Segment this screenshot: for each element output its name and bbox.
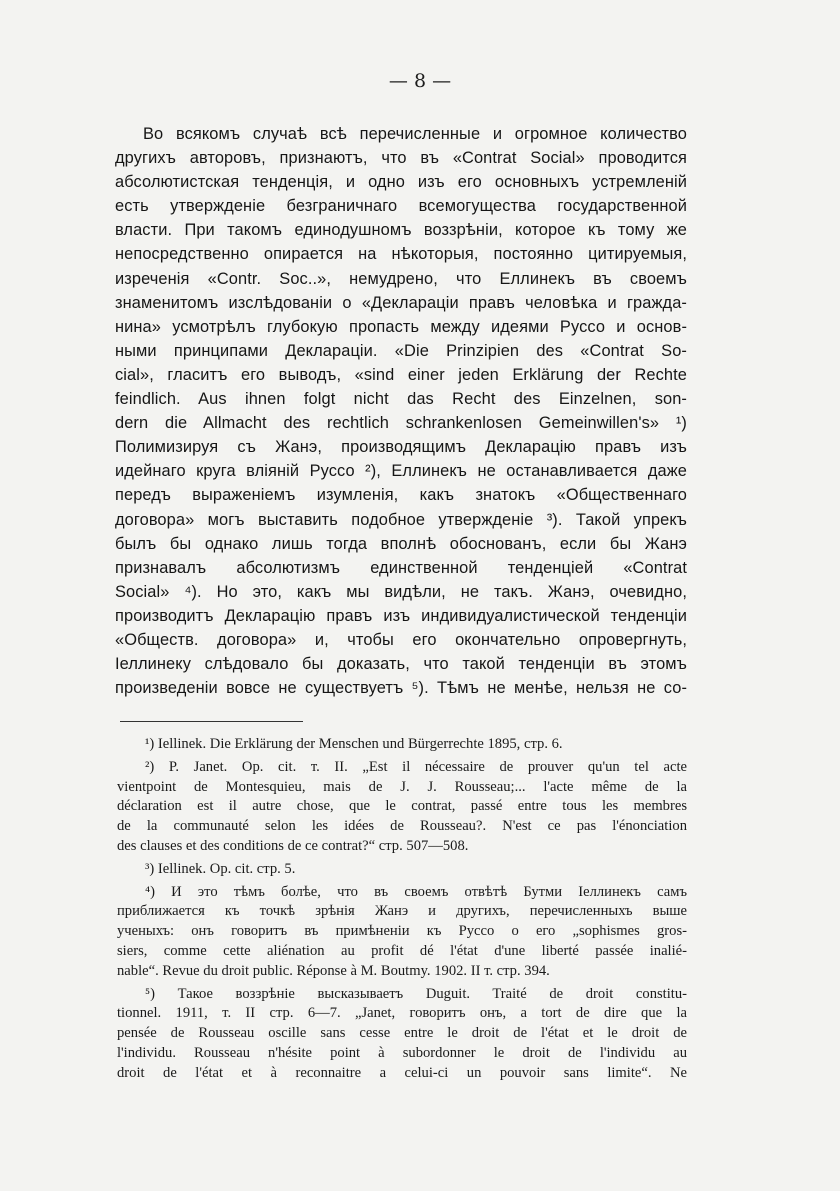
text-line: feindlich. Aus ihnen folgt nicht das Recht des Einzelnen, son- xyxy=(115,390,687,409)
footnote-line: tionnel. 1911, т. II стр. 6—7. „Janet, говоритъ онъ, a tort de dire que la xyxy=(117,1005,687,1022)
footnote-line: l'individu. Rousseau n'hésite point à subordonner le droit de l'individu au xyxy=(117,1044,687,1061)
text-line: «Обществ. договора» и, чтобы его окончательно опровергнуть, xyxy=(115,630,687,649)
text-line: другихъ авторовъ, признаютъ, что въ «Contrat Social» проводится xyxy=(115,149,687,168)
text-line: непосредственно опирается на нѣкоторыя, постоянно цитируемыя, xyxy=(115,245,687,264)
page-number: — 8 — xyxy=(388,70,452,92)
footnote-marker: ⁴) xyxy=(145,883,155,900)
footnote-marker: ³) xyxy=(145,860,155,877)
text-line: знаменитомъ изслѣдованіи о «Деклараціи правъ человѣка и гражда- xyxy=(115,293,687,312)
footnote-1 xyxy=(117,735,687,755)
footnote-text: Iellinek. Die Erklärung der Menschen und Bürgerrechte 1895, стр. 6. xyxy=(157,736,563,752)
text-line: Social» ⁴). Но это, какъ мы видѣли, не такъ. Жанэ, очевидно, xyxy=(115,582,687,601)
footnote-line: ученыхъ: онъ говоритъ въ примѣненіи къ Руссо о его „sophismes gros- xyxy=(117,923,687,940)
footnote-2 xyxy=(117,758,687,857)
footnote-marker: ²) xyxy=(145,758,155,775)
footnote-line xyxy=(117,985,687,1005)
footnote-line xyxy=(117,860,687,880)
footnote-4 xyxy=(117,883,687,982)
footnote-line: приближается къ точкѣ зрѣнія Жанэ и другихъ, перечисленныхъ выше xyxy=(117,903,687,920)
footnotes xyxy=(117,735,687,1087)
text-line: есть утвержденіе безграничнаго всемогущества государственной xyxy=(115,197,687,216)
text-line: нина» усмотрѣлъ глубокую пропасть между идеями Руссо и основ- xyxy=(115,317,687,336)
footnote-line: de la communauté selon les idées de Rousseau?. N'est ce pas l'énonciation xyxy=(117,818,687,835)
text-line: произведеніи вовсе не существуетъ ⁵). Тѣмъ не менѣе, нельзя не со- xyxy=(115,679,687,698)
footnote-line: siers, comme cette aliénation au profit dé l'état d'une liberté passée inalié- xyxy=(117,942,687,959)
footnote-marker: ¹) xyxy=(145,736,155,752)
footnote-line: déclaration est il autre chose, que le contrat, passé entre tous les membres xyxy=(117,798,687,815)
footnote-line xyxy=(117,883,687,903)
text-line: договора» могъ выставить подобное утвержденіе ³). Такой упрекъ xyxy=(115,510,687,529)
footnote-3 xyxy=(117,860,687,880)
footnote-text: И это тѣмъ болѣе, что въ своемъ отвѣтѣ Бутми Іеллинекъ самъ xyxy=(171,883,687,900)
text-line: Полимизируя съ Жанэ, производящимъ Декларацію правъ изъ xyxy=(115,438,687,457)
text-line: былъ бы однако лишь тогда вполнѣ обоснованъ, если бы Жанэ xyxy=(115,534,687,553)
footnote-marker: ⁵) xyxy=(145,985,155,1002)
text-line: ными принципами Деклараціи. «Die Prinzipien des «Contrat So- xyxy=(115,341,687,360)
text-line: власти. При такомъ единодушномъ воззрѣніи, которое къ тому же xyxy=(115,221,687,240)
text-line: признавалъ абсолютизмъ единственной тенденціей «Contrat xyxy=(115,558,687,577)
text-line: идейнаго круга вліяній Руссо ²), Еллинекъ не останавливается даже xyxy=(115,462,687,481)
text-line: передъ выраженіемъ изумленія, какъ знатокъ «Общественнаго xyxy=(115,486,687,505)
text-line: изреченія «Contr. Soc..», немудрено, что Еллинекъ въ своемъ xyxy=(115,269,687,288)
footnote-text: Iellinek. Op. cit. стр. 5. xyxy=(157,860,296,877)
footnote-line: nable“. Revue du droit public. Réponse à M. Boutmy. 1902. II т. стр. 394. xyxy=(117,962,550,979)
footnote-line xyxy=(117,735,687,755)
footnote-line: pensée de Rousseau oscille sans cesse entre le droit de l'état et le droit de xyxy=(117,1025,687,1042)
footnote-text: P. Janet. Op. cit. т. II. „Est il nécessaire de prouver qu'un tel acte xyxy=(168,758,687,775)
footnote-line: droit de l'état et à reconnaitre a celui-ci un pouvoir sans limite“. Ne xyxy=(117,1064,687,1081)
footnote-text: Такое воззрѣніе высказываетъ Duguit. Traité de droit constitu- xyxy=(177,985,687,1002)
footnote-divider xyxy=(120,721,303,722)
text-line: dern die Allmacht des rechtlich schrankenlosen Gemeinwillen's» ¹) xyxy=(115,414,687,433)
main-text xyxy=(115,122,687,700)
text-line: Во всякомъ случаѣ всѣ перечисленные и огромное количество xyxy=(143,125,687,143)
text-line: абсолютистская тенденція, и одно изъ его основныхъ устремленій xyxy=(115,173,687,192)
footnote-line xyxy=(117,758,687,778)
footnote-line: des clauses et des conditions de ce contrat?“ стр. 507—508. xyxy=(117,837,469,854)
footnote-5 xyxy=(117,985,687,1084)
footnote-line: vientpoint de Montesquieu, mais de J. J. Rousseau;... l'acte même de la xyxy=(117,778,687,795)
text-line: производитъ Декларацію правъ изъ индивидуалистической тенденціи xyxy=(115,606,687,625)
text-line: Іеллинеку слѣдовало бы доказать, что такой тенденціи въ этомъ xyxy=(115,655,687,674)
text-line: cial», гласитъ его выводъ, «sind einer jeden Erklärung der Rechte xyxy=(115,365,687,384)
